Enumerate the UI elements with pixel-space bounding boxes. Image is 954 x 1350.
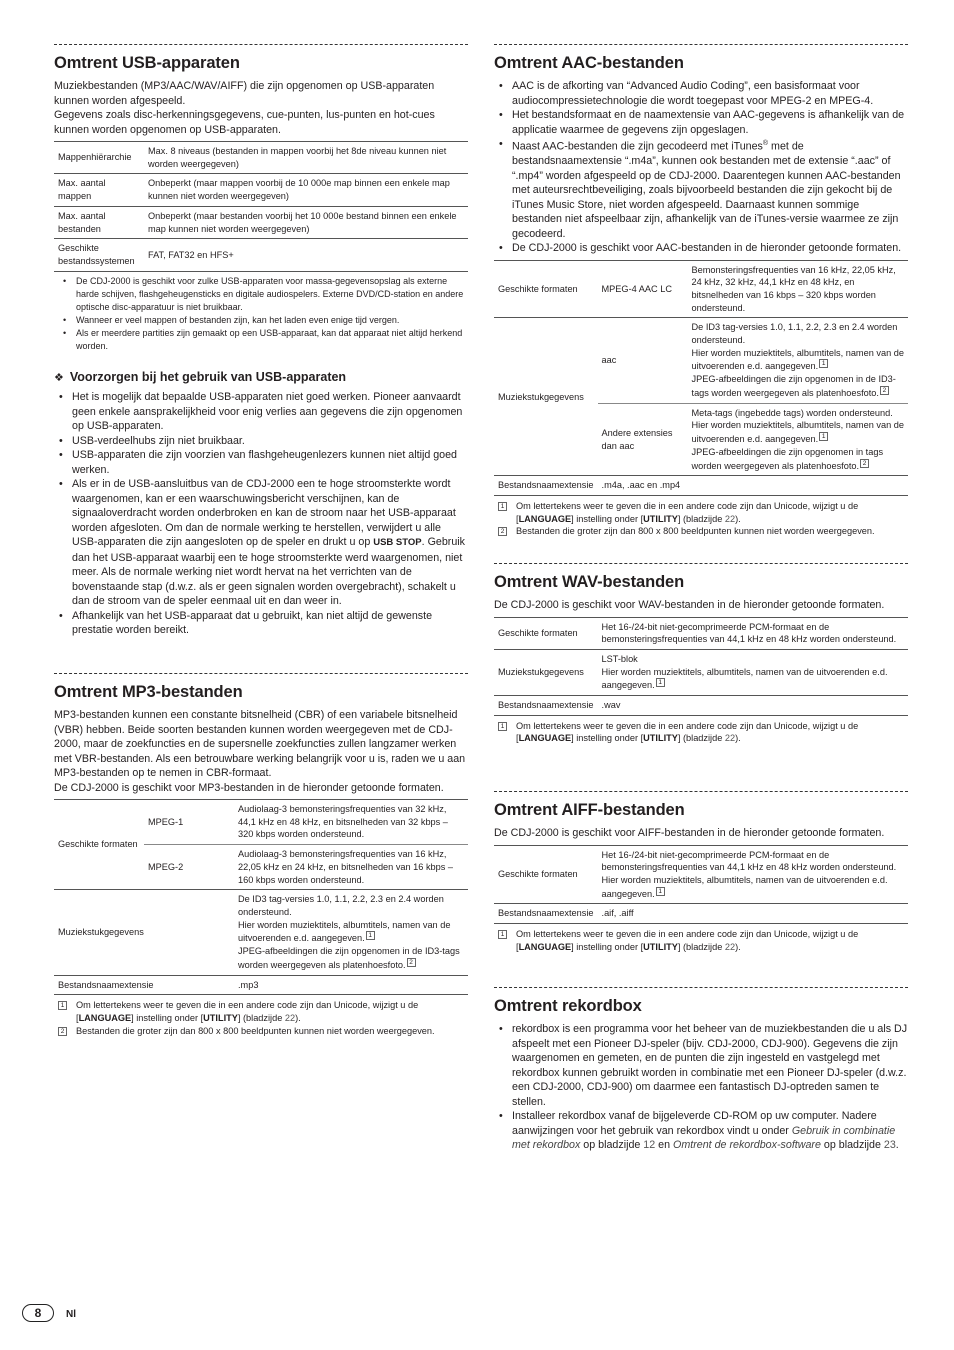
keyword: UTILITY: [643, 733, 678, 744]
mp3-section: [54, 673, 468, 1037]
footnote-mark: 1: [656, 678, 665, 687]
aac-list: [494, 79, 908, 256]
text: ] (bladzijde: [677, 513, 725, 524]
list-item: • De CDJ-2000 is geschikt voor AAC-bestanden in de hieronder getoonde formaten.: [494, 241, 908, 256]
page-ref[interactable]: 22: [284, 1012, 296, 1023]
row-label: Geschikte bestandssystemen: [58, 243, 135, 266]
list-item: [54, 477, 468, 609]
row-value: [598, 845, 908, 904]
text: ).: [295, 1012, 301, 1023]
value-line: De ID3 tag-versies 1.0, 1.1, 2.2, 2.3 en 2.4 worden ondersteund.: [238, 894, 444, 917]
footnote: [494, 928, 908, 953]
text: Hier worden muziektitels, albumtitels, namen van de uitvoerenden e.d. aangegeven.: [691, 420, 904, 445]
row-sublabel: aac: [601, 355, 617, 366]
rekordbox-list: [494, 1022, 908, 1153]
text: ] instelling onder [: [571, 733, 644, 744]
row-label: Geschikte formaten: [498, 283, 578, 294]
section-divider: [54, 673, 468, 674]
page-ref[interactable]: 22: [724, 733, 736, 744]
text: Om lettertekens weer te geven die in een andere code zijn dan Unicode, wijzigt u de [: [516, 720, 859, 744]
registered-mark: ®: [762, 140, 769, 147]
keyword: UTILITY: [643, 513, 678, 524]
cross-ref-link[interactable]: Gebruik in combinatie met rekordbox: [512, 1124, 896, 1151]
list-item: • rekordbox is een programma voor het beheer van de muziekbestanden die u als DJ afspeelt met een Pioneer DJ-speler (bijv. CDJ-2000, CDJ-900). Gegevens die zijn waargenomen en gemeten, en de punten die zijn ingesteld en vastgelegd met rekordbox kunnen gebruikt worden in combinatie met een Pioneer DJ-speler (d.w.z. een CDJ-2000, CDJ-900) om daarmee een fantastisch DJ-optreden samen te stellen.: [494, 1022, 908, 1109]
list-item: • Het is mogelijk dat bepaalde USB-apparaten niet goed werken. Pioneer aanvaardt geen enkele aansprakelijkheid voor enig verlies aan gegevens die zijn opgenomen op USB-apparaten.: [54, 390, 468, 434]
list-item: [494, 137, 908, 241]
value-line: [602, 666, 904, 692]
row-sublabel: MPEG-4 AAC LC: [601, 283, 672, 294]
value-line: Meta-tags (ingebedde tags) worden ondersteund.: [691, 407, 893, 418]
row-label: Max. aantal mappen: [58, 178, 106, 202]
table-row: [494, 260, 908, 318]
diamond-icon: ❖: [54, 372, 64, 384]
footnote-mark: 2: [407, 958, 416, 967]
list-item: • USB-apparaten die zijn voorzien van flashgeheugenlezers kunnen niet altijd goed werken.: [54, 448, 468, 477]
text: .: [895, 1139, 899, 1151]
row-value: Audiolaag-3 bemonsteringsfrequenties van 16 kHz, 22,05 kHz en 24 kHz, en bitsnelheden van 16 kbps – 160 kbps worden ondersteund.: [238, 849, 454, 885]
cross-ref-link[interactable]: Omtrent de rekordbox-software: [673, 1139, 821, 1151]
text: Hier worden muziektitels, albumtitels, namen van de uitvoerenden e.d. aangegeven.: [238, 919, 451, 944]
rekordbox-title: Omtrent rekordbox: [494, 997, 642, 1015]
row-label: Geschikte formaten: [58, 839, 138, 850]
table-row: [494, 696, 908, 716]
footnote-mark: 2: [58, 1027, 67, 1036]
text: Naast AAC-bestanden die zijn gecodeerd met iTunes: [512, 140, 763, 153]
text: ] instelling onder [: [131, 1012, 204, 1023]
footnote-mark: 2: [860, 459, 869, 468]
page-ref[interactable]: 12: [643, 1139, 656, 1151]
row-value: .wav: [601, 700, 621, 711]
value-line: [692, 347, 904, 373]
list-item: • De CDJ-2000 is geschikt voor zulke USB-apparaten voor massa-gegevensopslag als externe harde schijven, flashgeheugensticks en digitale audiospelers. Externe DVD/CD-station en andere optische disc-apparatuur is niet bruikbaar.: [54, 275, 468, 314]
text: ).: [735, 941, 741, 952]
row-value: Onbeperkt (maar bestanden voorbij het 10 000e bestand binnen een enkele map kunnen niet worden weergegeven): [148, 210, 457, 234]
table-row: [54, 890, 468, 975]
precautions-section: [54, 370, 468, 638]
language-code: Nl: [66, 1309, 76, 1320]
text: ).: [735, 733, 741, 744]
row-value: Audiolaag-3 bemonsteringsfrequenties van 32 kHz, 44,1 kHz en 48 kHz, en bitsnelheden van 32 kbps – 320 kbps worden ondersteund.: [238, 804, 448, 840]
section-divider: [54, 44, 468, 45]
keyword: LANGUAGE: [78, 1012, 132, 1023]
footnote: [494, 720, 908, 745]
text: JPEG-afbeeldingen die zijn opgenomen in de ID3-tags worden weergegeven als platenhoesfoto.: [238, 946, 460, 970]
precautions-list: [54, 390, 468, 638]
row-value: [688, 403, 908, 476]
value-line: Het 16-/24-bit niet-gecomprimeerde PCM-formaat en de bemonsteringsfrequenties van 44,1 kHz en 48 kHz worden ondersteund.: [601, 849, 897, 873]
usb-intro-1: Muziekbestanden (MP3/AAC/WAV/AIFF) die zijn opgenomen op USB-apparaten kunnen worden afgespeeld.: [54, 80, 435, 107]
text: Om lettertekens weer te geven die in een andere code zijn dan Unicode, wijzigt u de [: [76, 1000, 419, 1023]
table-row: [54, 800, 468, 845]
text: met de bestandsnaamextensie “.m4a”, kunnen ook bestanden met de extensie “.aac” of “.mp4” worden afgespeeld op de CDJ-2000. Daarentegen kunnen AAC-bestanden met auteursrechtbeveiliging, zoals bijvoorbeeld bestanden die zijn gekocht bij de iTunes Music Store, niet worden afgespeeld. Daarnaast kunnen sommige bestanden niet afspeelbaar zijn, afhankelijk van de iTunes-versie waarmee ze zijn gecodeerd.: [512, 140, 901, 240]
text: op bladzijde: [580, 1139, 644, 1151]
precautions-title-text: Voorzorgen bij het gebruik van USB-apparaten: [69, 370, 347, 384]
row-value: [688, 318, 908, 403]
footnote-mark: 1: [366, 931, 375, 940]
table-row: [54, 206, 468, 238]
page-footer: [22, 1304, 76, 1322]
aac-section: [494, 44, 908, 538]
text: ] instelling onder [: [571, 941, 644, 952]
row-value: .aif, .aiff: [601, 908, 634, 919]
row-value: [598, 649, 908, 695]
text: ] (bladzijde: [677, 941, 725, 952]
value-line: [602, 874, 904, 900]
row-sublabel: MPEG-1: [148, 816, 184, 827]
list-item: • AAC is de afkorting van “Advanced Audio Coding”, een basisformaat voor audiocompressietechnologie die wordt toegepast voor MPEG-2 en MPEG-4.: [494, 79, 908, 108]
table-row: [494, 318, 908, 403]
row-label: Bestandsnaamextensie: [498, 480, 594, 491]
list-item: • USB-verdeelhubs zijn niet bruikbaar.: [54, 434, 468, 449]
table-row: [54, 142, 468, 174]
keyword: LANGUAGE: [518, 941, 572, 952]
row-value: .m4a, .aac en .mp4: [601, 480, 681, 491]
keyword: UTILITY: [203, 1012, 238, 1023]
row-value: Het 16-/24-bit niet-gecomprimeerde PCM-formaat en de bemonsteringsfrequenties van 44,1 kHz en 48 kHz worden ondersteund.: [601, 621, 897, 645]
usb-notes: [54, 275, 468, 353]
wav-title: Omtrent WAV-bestanden: [494, 573, 685, 591]
footnote-mark: 1: [498, 722, 507, 731]
mp3-footnotes: [54, 999, 468, 1037]
text: ] (bladzijde: [237, 1012, 285, 1023]
row-value: .mp3: [238, 979, 259, 990]
footnote-mark: 1: [498, 930, 507, 939]
list-item: • Afhankelijk van het USB-apparaat dat u gebruikt, kan niet altijd de gewenste prestatie worden bereikt.: [54, 609, 468, 638]
page-ref[interactable]: 23: [883, 1139, 896, 1151]
footnote: [54, 999, 468, 1024]
footnote-mark: 1: [58, 1001, 67, 1010]
section-divider: [494, 563, 908, 564]
value-line: [238, 945, 464, 971]
wav-spec-table: [494, 617, 908, 716]
table-row: [494, 617, 908, 649]
row-value: Onbeperkt (maar mappen voorbij de 10 000e map binnen een enkele map kunnen niet worden weergegeven): [148, 178, 450, 202]
section-divider: [494, 791, 908, 792]
usb-spec-table: [54, 141, 468, 272]
text: Om lettertekens weer te geven die in een andere code zijn dan Unicode, wijzigt u de [: [516, 929, 859, 952]
table-row: [494, 904, 908, 924]
aac-spec-table: [494, 260, 908, 497]
row-label: Geschikte formaten: [498, 627, 578, 638]
text: . Gebruik dan het USB-apparaat waarbij een te hoge stroomsterkte werd waargenomen, niet meer. Als de normale werking niet wordt hervat na het verrichten van de bovenstaande stap (d.w.z. als er geen signalen worden overgebracht), schakelt u dan de stroom van de speler eenmaal uit en dan weer in.: [72, 536, 465, 607]
aiff-title: Omtrent AIFF-bestanden: [494, 801, 685, 819]
row-label: Muziekstukgegevens: [498, 667, 584, 678]
list-item: • Wanneer er veel mappen of bestanden zijn, kan het laden even enige tijd vergen.: [54, 314, 468, 327]
row-label: Bestandsnaamextensie: [498, 700, 594, 711]
aiff-footnotes: [494, 928, 908, 953]
text: Bestanden die groter zijn dan 800 x 800 beeldpunten kunnen niet worden weergegeven.: [76, 1025, 435, 1036]
keyword: UTILITY: [643, 941, 678, 952]
footnote-mark: 1: [819, 359, 828, 368]
row-label: Muziekstukgegevens: [58, 927, 144, 938]
table-row: [494, 845, 908, 904]
mp3-title: Omtrent MP3-bestanden: [54, 683, 243, 701]
mp3-spec-table: [54, 799, 468, 995]
row-value: Max. 8 niveaus (bestanden in mappen voorbij het 8de niveau kunnen niet worden weergegeven): [148, 146, 447, 169]
list-item: [494, 1109, 908, 1153]
wav-intro: De CDJ-2000 is geschikt voor WAV-bestanden in de hieronder getoonde formaten.: [494, 599, 885, 611]
usb-section: [54, 44, 468, 353]
text: Installeer rekordbox vanaf de bijgeleverde CD-ROM op uw computer. Nadere aanwijzingen voor het gebruik van rekordbox vindt u onder: [512, 1110, 877, 1137]
text: Hier worden muziektitels, albumtitels, namen van de uitvoerenden e.d. aangegeven.: [601, 666, 888, 691]
text: ] (bladzijde: [677, 733, 725, 744]
row-value: [234, 890, 468, 975]
text: Om lettertekens weer te geven die in een andere code zijn dan Unicode, wijzigt u de [: [516, 501, 859, 524]
page-ref[interactable]: 22: [724, 941, 736, 952]
rekordbox-section: [494, 987, 908, 1153]
row-sublabel: MPEG-2: [148, 861, 184, 872]
footnote-mark: 1: [819, 432, 828, 441]
page-ref[interactable]: 22: [724, 513, 736, 524]
aiff-spec-table: [494, 845, 908, 925]
text: ] instelling onder [: [571, 513, 644, 524]
usb-title: Omtrent USB-apparaten: [54, 54, 240, 72]
value-line: De ID3 tag-versies 1.0, 1.1, 2.2, 2.3 en 2.4 worden ondersteund.: [691, 322, 898, 346]
table-row: [54, 975, 468, 995]
aac-footnotes: [494, 500, 908, 538]
row-label: Mappenhiërarchie: [58, 152, 132, 163]
page-number: 8: [22, 1304, 54, 1322]
list-item: • Als er meerdere partities zijn gemaakt op een USB-apparaat, kan dat apparaat niet altijd herkend worden.: [54, 327, 468, 353]
footnote: [494, 500, 908, 525]
value-line: [692, 373, 904, 399]
keyword: LANGUAGE: [518, 513, 572, 524]
table-row: [54, 239, 468, 271]
table-row: [494, 476, 908, 496]
value-line: [238, 919, 464, 945]
text: Hier worden muziektitels, albumtitels, namen van de uitvoerenden e.d. aangegeven.: [601, 874, 888, 899]
text: JPEG-afbeeldingen die zijn opgenomen in de ID3-tags worden weergegeven als platenhoesfoto.: [691, 374, 896, 399]
mp3-intro-1: MP3-bestanden kunnen een constante bitsnelheid (CBR) of een variabele bitsnelheid (VBR) hebben. Beide soorten bestanden kunnen worden weergegeven met de CDJ-2000, maar de zoekfuncties en de supersnelle zoekfuncties zullen langzamer werken met VBR-bestanden. Als een betrouwbare werking belangrijk voor u is, raden we u aan MP3-bestanden op te nemen in CBR-formaat.: [54, 709, 466, 779]
footnote-mark: 1: [498, 502, 507, 511]
text: op bladzijde: [820, 1139, 884, 1151]
value-line: [692, 419, 904, 445]
row-label: Bestandsnaamextensie: [58, 979, 154, 990]
footnote-mark: 2: [880, 386, 889, 395]
row-label: Bestandsnaamextensie: [498, 908, 594, 919]
table-row: [54, 174, 468, 206]
value-line: [692, 446, 904, 472]
aac-title: Omtrent AAC-bestanden: [494, 54, 684, 72]
footnote: [54, 1025, 468, 1038]
keyword: LANGUAGE: [518, 733, 572, 744]
wav-footnotes: [494, 720, 908, 745]
text: Hier worden muziektitels, albumtitels, namen van de uitvoerenden e.d. aangegeven.: [691, 347, 904, 372]
usb-stop-key: USB STOP: [373, 537, 422, 548]
wav-section: [494, 563, 908, 745]
value-line: LST-blok: [601, 653, 638, 664]
usb-intro-2: Gegevens zoals disc-herkenningsgegevens, cue-punten, lus-punten en hot-cues kunnen worden opgenomen op USB-apparaten.: [54, 109, 435, 136]
footnote-mark: 1: [656, 887, 665, 896]
row-label: Max. aantal bestanden: [58, 210, 106, 234]
text: Bestanden die groter zijn dan 800 x 800 beeldpunten kunnen niet worden weergegeven.: [516, 526, 875, 537]
aiff-section: [494, 791, 908, 953]
text: JPEG-afbeeldingen die zijn opgenomen in tags worden weergegeven als platenhoesfoto.: [691, 446, 884, 471]
row-sublabel: Andere extensies dan aac: [601, 427, 673, 451]
footnote: [494, 525, 908, 538]
mp3-intro-2: De CDJ-2000 is geschikt voor MP3-bestanden in de hieronder getoonde formaten.: [54, 781, 444, 794]
row-value: FAT, FAT32 en HFS+: [148, 249, 234, 260]
row-value: Bemonsteringsfrequenties van 16 kHz, 22,05 kHz, 24 kHz, 32 kHz, 44,1 kHz en 48 kHz, en bitsnelheden van 16 kbps – 320 kbps worden ondersteund.: [691, 264, 896, 313]
section-divider: [494, 44, 908, 45]
text: ).: [735, 513, 741, 524]
text: Als er in de USB-aansluitbus van de CDJ-2000 een te hoge stroomsterkte wordt waargenomen, kan er een waarschuwingsbericht verschijnen, kan de signaaloverdracht worden onderbroken en kan de stroom naar het USB-apparaat worden afgesloten. Om dan de normale werking te herstellen, verwijdert u alle USB-apparaten die zijn aangesloten op de speler en drukt u op: [72, 478, 456, 548]
aiff-intro: De CDJ-2000 is geschikt voor AIFF-bestanden in de hieronder getoonde formaten.: [494, 827, 885, 839]
list-item: • Het bestandsformaat en de naamextensie van AAC-gegevens is afhankelijk van de applicatie waarmee de gegevens zijn opgeslagen.: [494, 108, 908, 137]
section-divider: [494, 987, 908, 988]
precautions-title: [54, 370, 468, 384]
footnote-mark: 2: [498, 527, 507, 536]
row-label: Muziekstukgegevens: [498, 391, 584, 402]
row-label: Geschikte formaten: [498, 869, 578, 880]
table-row: [494, 649, 908, 695]
text: en: [655, 1139, 674, 1151]
